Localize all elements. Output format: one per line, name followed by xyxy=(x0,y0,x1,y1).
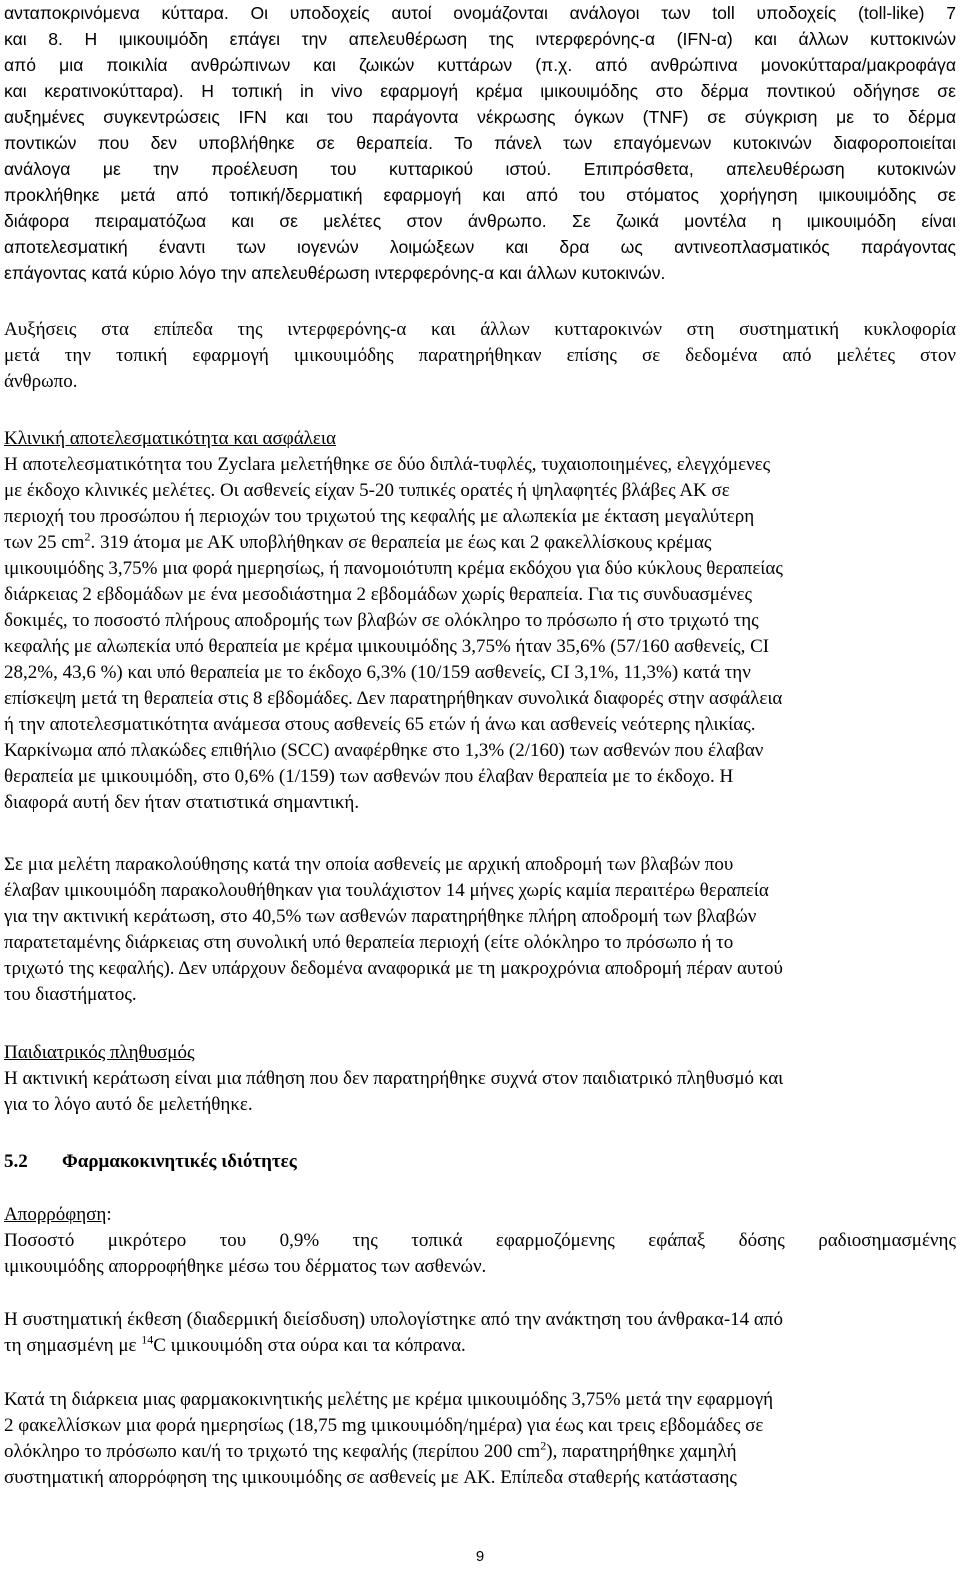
text-line: για την ακτινική κεράτωση, στο 40,5% των ασθενών παρατηρήθηκε πλήρη αποδρομή των βλαβών xyxy=(4,906,757,927)
clinical-efficacy-section xyxy=(4,426,956,816)
text-line: περιοχή του προσώπου ή περιοχών του τριχωτού της κεφαλής με αλωπεκία με έκταση μεγαλύτερη xyxy=(4,506,755,527)
clinical-efficacy-heading: Κλινική αποτελεσματικότητα και ασφάλεια xyxy=(4,428,336,449)
pediatric-section xyxy=(4,1040,956,1118)
text-line: 2 φακελλίσκων μια φορά ημερησίως (18,75 mg ιμικουιμόδη/ημέρα) για έως και τρεις εβδομάδες σε xyxy=(4,1415,764,1436)
text-line: επάγοντας κατά κύριο λόγο την απελευθέρωση ιντερφερόνης-α και άλλων κυτοκινών. xyxy=(4,263,666,283)
paragraph-follow-up xyxy=(4,852,956,1008)
text-line: των 25 $cm^2$. 319 άτομα με ΑΚ υποβλήθηκαν σε θεραπεία με έως και 2 φακελλίσκους κρέμας xyxy=(4,529,712,553)
paragraph-pk-study xyxy=(4,1387,956,1491)
text-line: ιμικουιμόδης απορροφήθηκε μέσω του δέρματος των ασθενών. xyxy=(4,1256,487,1277)
text-line: άνθρωπο. xyxy=(4,371,78,392)
text-line: Ποσοστό μικρότερο του 0,9% της τοπικά εφαρμοζόμενης εφάπαξ δόσης ραδιοσημασμένης xyxy=(4,1230,956,1251)
text-line: με έκδοχο κλινικές μελέτες. Οι ασθενείς είχαν 5-20 τυπικές ορατές ή ψηλαφητές βλάβες ΑΚ σε xyxy=(4,480,730,501)
text-line: συστηματική απορρόφηση της ιμικουιμόδης σε ασθενείς με AK. Επίπεδα σταθερής κατάστασης xyxy=(4,1467,737,1488)
page-number: 9 xyxy=(475,1548,485,1565)
text-line: επίσκεψη μετά τη θεραπεία στις 8 εβδομάδες. Δεν παρατηρήθηκαν συνολικά διαφορές στην ασφάλεια xyxy=(4,688,783,709)
text-line: Κατά τη διάρκεια μιας φαρμακοκινητικής μελέτης με κρέμα ιμικουιμόδης 3,75% μετά την εφαρμογή xyxy=(4,1389,774,1410)
text-line: και 8. Η ιμικουιμόδη επάγει την απελευθέρωση της ιντερφερόνης-α (IFN-α) και άλλων κυττοκινών xyxy=(4,29,956,49)
text-line: Σε μια μελέτη παρακολούθησης κατά την οποία ασθενείς με αρχική αποδρομή των βλαβών που xyxy=(4,854,734,875)
text-line: τη σημασμένη με $^{14}$C ιμικουιμόδη στα ούρα και τα κόπρανα. xyxy=(4,1332,466,1356)
text-line: διαφορά αυτή δεν ήταν στατιστικά σημαντική. xyxy=(4,792,360,813)
text-line: μετά την τοπική εφαρμογή ιμικουιμόδης παρατηρήθηκαν επίσης σε δεδομένα από μελέτες στον xyxy=(4,345,956,366)
text-line: παρατεταμένης διάρκειας στη συνολική υπό θεραπεία περιοχή (είτε ολόκληρο το πρόσωπο ή το xyxy=(4,932,734,953)
text-line: του διαστήματος. xyxy=(4,984,137,1005)
text-line: ανάλογα με την προέλευση του κυτταρικού ιστού. Επιπρόσθετα, απελευθέρωση κυτοκινών xyxy=(4,159,957,179)
text-line: Αυξήσεις στα επίπεδα της ιντερφερόνης-α και άλλων κυτταροκινών στη συστηματική κυκλοφορία xyxy=(4,319,956,340)
text-line: για το λόγο αυτό δε μελετήθηκε. xyxy=(4,1094,253,1115)
text-line: κεφαλής με αλωπεκία υπό θεραπεία με κρέμα ιμικουιμόδης 3,75% ήταν 35,6% (57/160 ασθενείς, CI xyxy=(4,636,770,657)
text-line: ποντικών που δεν υποβλήθηκε σε θεραπεία. Το πάνελ των επαγόμενων κυτοκινών διαφοροποιείται xyxy=(4,133,956,153)
section-title: Φαρμακοκινητικές ιδιότητες xyxy=(62,1151,297,1172)
text-line: ή την αποτελεσματικότητα ανάμεσα στους ασθενείς 65 ετών ή άνω και ασθενείς νεότερης ηλικίας. xyxy=(4,714,756,735)
text-line: προκλήθηκε μετά από τοπική/δερματική εφαρμογή και από του στόματος χορήγηση ιμικουιμόδης σε xyxy=(4,185,956,205)
text-line: διάρκειας 2 εβδομάδων με ένα μεσοδιάστημα 2 εβδομάδων χωρίς θεραπεία. Για τις συνδυασμένες xyxy=(4,584,753,605)
text-line: από μια ποικιλία ανθρώπινων και ζωικών κυττάρων (π.χ. από ανθρώπινα μονοκύτταρα/μακροφάγα xyxy=(4,55,956,75)
text-line: αποτελεσματική έναντι των ιογενών λοιμώξεων και δρα ως αντινεοπλασματικός παράγοντας xyxy=(4,237,956,257)
paragraph-systemic-levels xyxy=(4,317,956,395)
text-line: αυξημένες συγκεντρώσεις IFN και του παράγοντα νέκρωσης όγκων (TNF) σε σύγκριση με το δέρμα xyxy=(4,107,956,127)
section-number: 5.2 xyxy=(4,1151,28,1172)
text-line: διάφορα πειραματόζωα και σε μελέτες στον άνθρωπο. Σε ζωικά μοντέλα η ιμικουιμόδη είναι xyxy=(4,211,957,231)
text-line: θεραπεία με ιμικουιμόδη, στο 0,6% (1/159) των ασθενών που έλαβαν θεραπεία με το έκδοχο. Η xyxy=(4,766,734,787)
paragraph-systemic-exposure xyxy=(4,1307,956,1359)
pediatric-heading: Παιδιατρικός πληθυσμός xyxy=(4,1042,195,1063)
text-line: και κερατινοκύτταρα). Η τοπική in vivo εφαρμογή κρέμα ιμικουιμόδης στο δέρμα ποντικού οδήγησε σε xyxy=(4,81,956,101)
text-line: έλαβαν ιμικουιμόδη παρακολουθήθηκαν για τουλάχιστον 14 μήνες χωρίς καμία περαιτέρω θεραπεία xyxy=(4,880,769,901)
paragraph-mechanism xyxy=(4,0,956,286)
text-line: 28,2%, 43,6 %) και υπό θεραπεία με το έκδοχο 6,3% (10/159 ασθενείς, CI 3,1%, 11,3%) κατά την xyxy=(4,662,751,683)
text-line: Η ακτινική κεράτωση είναι μια πάθηση που δεν παρατηρήθηκε συχνά στον παιδιατρικό πληθυσμό και xyxy=(4,1068,784,1089)
absorption-section: Απορρόφηση: Ποσοστό μικρότερο του 0,9% της τοπικά εφαρμοζόμενης εφάπαξ δόσης ραδιοσημασμένης ιμικουιμόδης απορροφήθηκε μέσω του δέρματος των ασθενών. xyxy=(4,1202,956,1280)
text-line: ιμικουιμόδης 3,75% μια φορά ημερησίως, ή πανομοιότυπη κρέμα εκδόχου για δύο κύκλους θεραπείας xyxy=(4,558,783,579)
text-line: Η αποτελεσματικότητα του Zyclara μελετήθηκε σε δύο διπλά-τυφλές, τυχαιοποιημένες, ελεγχόμενες xyxy=(4,454,771,475)
absorption-heading: Απορρόφηση xyxy=(4,1204,107,1225)
text-line: Καρκίνωμα από πλακώδες επιθήλιο (SCC) αναφέρθηκε στο 1,3% (2/160) των ασθενών που έλαβαν xyxy=(4,740,764,761)
section-heading xyxy=(4,1149,956,1175)
text-line: τριχωτό της κεφαλής). Δεν υπάρχουν δεδομένα αναφορικά με τη μακροχρόνια αποδρομή πέραν αυτού xyxy=(4,958,783,979)
text-line: ολόκληρο το πρόσωπο και/ή το τριχωτό της κεφαλής (περίπου 200 $cm^2$), παρατηρήθηκε χαμηλή xyxy=(4,1438,737,1462)
text-line: Η συστηματική έκθεση (διαδερμική διείσδυση) υπολογίστηκε από την ανάκτηση του άνθρακα-14 από xyxy=(4,1309,783,1330)
text-line: ανταποκρινόμενα κύτταρα. Οι υποδοχείς αυτοί ονομάζονται ανάλογοι των toll υποδοχείς (toll-like) 7 xyxy=(4,3,956,23)
text-line: δοκιμές, το ποσοστό πλήρους αποδρομής των βλαβών σε ολόκληρο το πρόσωπο ή στο τριχωτό της xyxy=(4,610,759,631)
